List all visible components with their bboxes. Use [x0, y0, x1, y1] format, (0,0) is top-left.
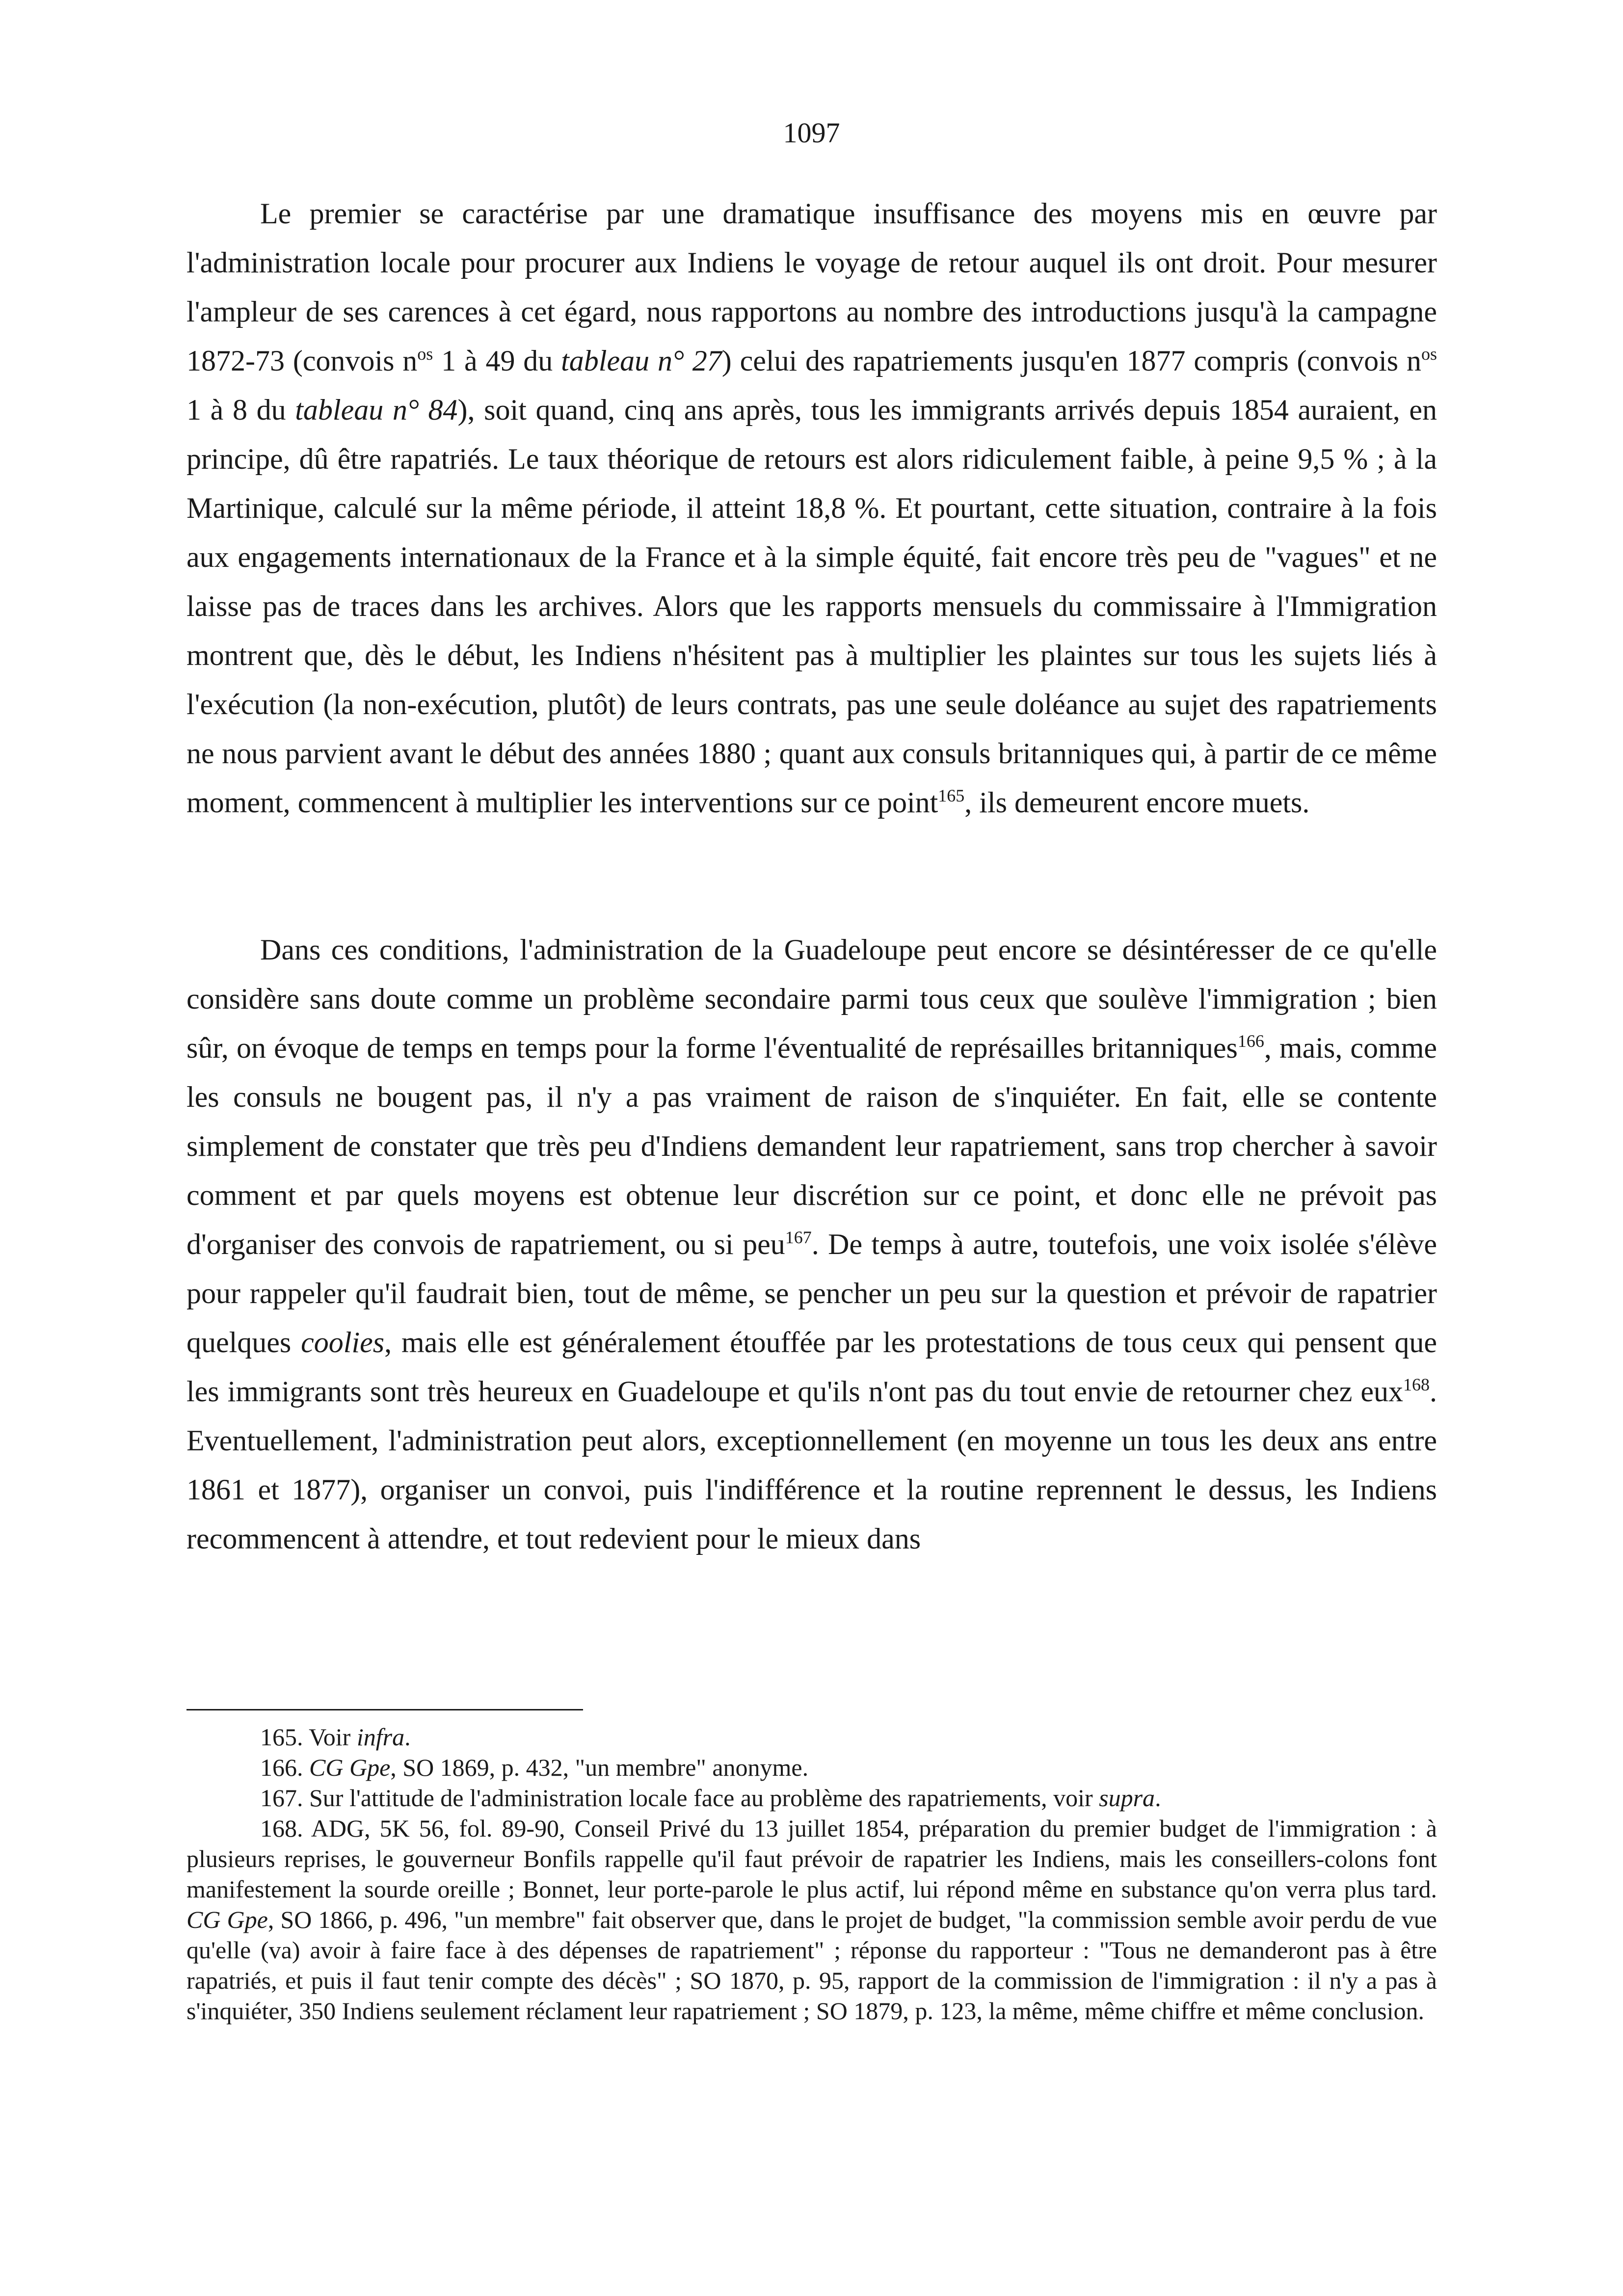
footnote-italic: CG Gpe [186, 1906, 268, 1933]
footnote-italic: supra [1099, 1784, 1155, 1812]
footnote-italic: CG Gpe [309, 1754, 391, 1781]
footnote-text: . [1155, 1784, 1161, 1812]
footnote-text: , SO 1869, p. 432, "un membre" anonyme. [390, 1754, 809, 1781]
text-run: 1 à 49 du [433, 345, 561, 377]
footnote-italic: infra [356, 1723, 405, 1751]
footnote-number: 167. [260, 1784, 303, 1812]
table-reference: tableau n° 27 [561, 345, 722, 377]
footnote-168 [186, 1813, 1437, 2026]
footnote-number: 165. [260, 1723, 303, 1751]
footnote-text: . [404, 1723, 411, 1751]
body-paragraph-2 [186, 925, 1437, 1563]
text-run: , ils demeurent encore muets. [964, 786, 1310, 819]
footnote-ref-168[interactable]: 168 [1403, 1375, 1430, 1394]
superscript-abbrev: os [417, 344, 433, 364]
footnote-text: ADG, 5K 56, fol. 89-90, Conseil Privé du 13 juillet 1854, préparation du premier budget de l'immigration : à plusieurs reprises, le gouverneur Bonfils rappelle qu'il faut prévoir de rapatrier les Indiens, mais les conseillers-colons font manifestement la sourde oreille ; Bonnet, leur porte-parole le plus actif, lui répond même en substance qu'on verra plus tard. [186, 1815, 1437, 1903]
footnote-165 [186, 1722, 1437, 1752]
text-run: Le premier se caractérise par une dramatique insuffisance des moyens mis en œuvre par l'administration locale pour procurer aux Indiens le voyage de retour auquel ils ont droit. Pour mesurer l'ampleur de ses carences à cet égard, nous rapportons au nombre des introductions jusqu'à la campagne 1872-73 (convois n [186, 197, 1437, 377]
text-run: ), soit quand, cinq ans après, tous les immigrants arrivés depuis 1854 auraient, en principe, dû être rapatriés. Le taux théorique de retours est alors ridiculement faible, à peine 9,5 % ; à la Martinique, calculé sur la même période, il atteint 18,8 %. Et pourtant, cette situation, contraire à la fois aux engagements internationaux de la France et à la simple équité, fait encore très peu de "vagues" et ne laisse pas de traces dans les archives. Alors que les rapports mensuels du commissaire à l'Immigration montrent que, dès le début, les Indiens n'hésitent pas à multiplier les plaintes sur tous les sujets liés à l'exécution (la non-exécution, plutôt) de leurs contrats, pas une seule doléance au sujet des rapatriements ne nous parvient avant le début des années 1880 ; quant aux consuls britanniques qui, à partir de ce même moment, commencent à multiplier les interventions sur ce point [186, 394, 1437, 819]
footnotes [186, 1722, 1437, 2026]
text-run: , mais, comme les consuls ne bougent pas, il n'y a pas vraiment de raison de s'inquiéter. En fait, elle se contente simplement de constater que très peu d'Indiens demandent leur rapatriement, sans trop chercher à savoir comment et par quels moyens est obtenue leur discrétion sur ce point, et donc elle ne prévoit pas d'organiser des convois de rapatriement, ou si peu [186, 1032, 1437, 1260]
footnote-ref-165[interactable]: 165 [938, 786, 965, 805]
text-run: Dans ces conditions, l'administration de la Guadeloupe peut encore se désintéresser de ce qu'elle considère sans doute comme un problème secondaire parmi tous ceux que soulève l'immigration ; bien sûr, on évoque de temps en temps pour la forme l'éventualité de représailles britanniques [186, 934, 1437, 1064]
footnote-ref-166[interactable]: 166 [1237, 1031, 1264, 1051]
body-paragraph-1 [186, 189, 1437, 827]
paragraph-text [186, 925, 1437, 1563]
text-run: 1 à 8 du [186, 394, 295, 426]
italic-term: coolies [301, 1326, 385, 1359]
text-run: . De temps à autre, toutefois, une voix isolée s'élève pour rappeler qu'il faudrait bien, tout de même, se pencher un peu sur la question et prévoir de rapatrier quelques [186, 1228, 1437, 1359]
paragraph-text [186, 189, 1437, 827]
table-reference: tableau n° 84 [295, 394, 458, 426]
text-run: ) celui des rapatriements jusqu'en 1877 compris (convois n [721, 345, 1421, 377]
text-run: , mais elle est généralement étouffée par les protestations de tous ceux qui pensent que les immigrants sont très heureux en Guadeloupe et qu'ils n'ont pas du tout envie de retourner chez eux [186, 1326, 1437, 1408]
footnote-166 [186, 1752, 1437, 1783]
superscript-abbrev: os [1421, 344, 1437, 364]
footnote-167 [186, 1783, 1437, 1813]
footnote-text: , SO 1866, p. 496, "un membre" fait observer que, dans le projet de budget, "la commission semble avoir perdu de vue qu'elle (va) avoir à faire face à des dépenses de rapatriement" ; réponse du rapporteur : "Tous ne demanderont pas à être rapatriés, et puis il faut tenir compte des décès" ; SO 1870, p. 95, rapport de la commission de l'immigration : il n'y a pas à s'inquiéter, 350 Indiens seulement réclament leur rapatriement ; SO 1879, p. 123, la même, même chiffre et même conclusion. [186, 1906, 1437, 2025]
footnote-text: Voir [309, 1723, 357, 1751]
footnote-text: Sur l'attitude de l'administration locale face au problème des rapatriements, voir [309, 1784, 1099, 1812]
footnote-separator [186, 1709, 583, 1710]
page-number: 1097 [783, 117, 840, 149]
footnote-number: 166. [260, 1754, 303, 1781]
footnote-ref-167[interactable]: 167 [785, 1228, 812, 1247]
footnote-number: 168. [260, 1815, 303, 1842]
text-run: . Eventuellement, l'administration peut alors, exceptionnellement (en moyenne un tous les deux ans entre 1861 et 1877), organiser un convoi, puis l'indifférence et la routine reprennent le dessus, les Indiens recommencent à attendre, et tout redevient pour le mieux dans [186, 1375, 1437, 1555]
